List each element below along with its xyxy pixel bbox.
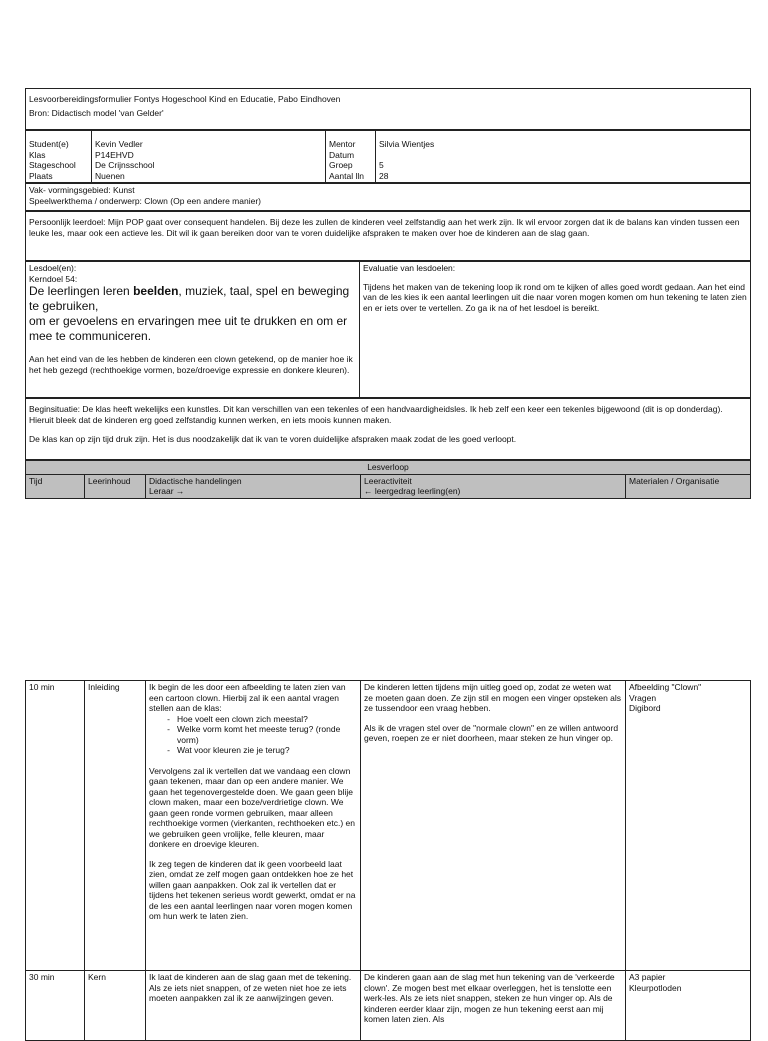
lesdoel-table <box>25 261 751 398</box>
evaluatie-label: Evaluatie van lesdoelen: <box>363 263 456 273</box>
kerndoel-label: Kerndoel 54: <box>29 273 78 284</box>
row-materialen: A3 papier Kleurpotloden <box>626 971 751 1041</box>
evaluatie-cell <box>360 262 751 398</box>
question-list <box>149 714 357 756</box>
info-values-right <box>376 131 751 183</box>
col-tijd: Tijd <box>26 474 85 498</box>
table-row <box>26 681 751 971</box>
col-materialen: Materialen / Organisatie <box>626 474 751 498</box>
row-inhoud: Inleiding <box>85 681 146 971</box>
form-source: Bron: Didactisch model 'van Gelder' <box>29 107 164 118</box>
lesverloop-table <box>25 680 751 1041</box>
groep-value: 5 <box>379 160 384 170</box>
header-table <box>25 88 751 130</box>
row-didactisch: Ik begin de les door een afbeelding te laten zien van een cartoon clown. Hierbij zal ik een aantal vragen stellen aan de klas: - Hoe voelt een clown zich meestal? - Welke vorm komt het meeste terug? (ronde vorm) - Wat voor kleuren zie je terug? Vervolgens zal ik vertellen dat we vandaag een clown gaan tekenen, maar dan op een andere manier. We gaan het tegenovergestelde doen. We gaan geen blije clown maken, maar een boze/verdrietige clown. We gaan geen ronde vormen gebruiken, maar alleen rechthoekige vormen (vierkanten, rechthoeken etc.) en we gebruiken geen vrolijke, felle kleuren, maar donkere en droevige kleuren. Ik zeg tegen de kinderen dat ik geen voorbeeld laat zien, omdat ze zelf mogen gaan ontdekken hoe ze het willen gaan aanpakken. Ook zal ik vertellen dat er tijdens het tekenen serieus wordt gewerkt, omdat er na de les een aantal leerlingen naar voren mogen komen om hun werk te laten zien. <box>146 681 361 971</box>
col-leeractiviteit: Leeractiviteit ← leergedrag leerling(en) <box>361 474 626 498</box>
lesverloop-header-table <box>25 460 751 499</box>
form-title: Lesvoorbereidingsformulier Fontys Hogeschool Kind en Educatie, Pabo Eindhoven <box>29 94 341 104</box>
col-leerinhoud: Leerinhoud <box>85 474 146 498</box>
lesdoel-label: Lesdoel(en): <box>29 263 77 273</box>
stageschool-value: De Crijnsschool <box>95 160 155 170</box>
student-name: Kevin Vedler <box>95 139 143 149</box>
row-inhoud: Kern <box>85 971 146 1041</box>
info-labels-right: Mentor Datum Groep Aantal lln <box>326 131 376 183</box>
plaats-value: Nuenen <box>95 170 125 181</box>
info-table <box>25 130 751 183</box>
vak-cell <box>26 184 751 211</box>
lesverloop-title: Lesverloop <box>26 461 751 475</box>
row-materialen: Afbeelding "Clown" Vragen Digibord <box>626 681 751 971</box>
klas-value: P14EHVD <box>95 149 134 160</box>
list-item: - Wat voor kleuren zie je terug? <box>177 745 357 756</box>
vak-table <box>25 183 751 211</box>
table-row <box>26 971 751 1041</box>
info-values-left <box>92 131 326 183</box>
list-item: - Hoe voelt een clown zich meestal? <box>177 714 357 725</box>
beginsituatie-p2: De klas kan op zijn tijd druk zijn. Het is dus noodzakelijk dat ik van te voren duidelijke afspraken maak zodat de les goed verloopt. <box>29 434 517 444</box>
list-item: - Welke vorm komt het meeste terug? (ronde vorm) <box>177 724 357 745</box>
info-labels-left: Student(e) Klas Stageschool Plaats <box>26 131 92 183</box>
form-page-1 <box>25 88 751 499</box>
lesdoel-text: Aan het eind van de les hebben de kinderen een clown getekend, op de manier hoe ik het heb gezegd (rechthoekige vormen, boze/droevige expressie en donkere kleuren). <box>29 354 353 375</box>
beginsituatie-cell <box>26 399 751 460</box>
leerdoel-table <box>25 211 751 261</box>
persoonlijk-leerdoel: Persoonlijk leerdoel: Mijn POP gaat over consequent handelen. Bij deze les zullen de kinderen veel zelfstandig aan het werk zijn. Ik wil ervoor zorgen dat ik de balans kan vinden tussen een leuke les, maar ook een actieve les. Dit wil ik gaan bereiken door van te voren duidelijke afspraken te maken over hoe de kinderen aan de slag gaan. <box>26 212 751 261</box>
row-leeractiviteit: De kinderen letten tijdens mijn uitleg goed op, zodat ze weten wat ze moeten gaan doen. Ze zijn stil en mogen een vinger opsteken als ze tussendoor een vraag hebben. Als ik de vragen stel over de "normale clown" en ze willen antwoord geven, roepen ze er niet doorheen, maar steken ze hun vinger op. <box>361 681 626 971</box>
mentor-value: Silvia Wientjes <box>379 139 435 149</box>
lesdoel-cell <box>26 262 360 398</box>
kerndoel-text: De leerlingen leren beelden, muziek, taal, spel en beweging te gebruiken, om er gevoelens en ervaringen mee uit te drukken en om er mee te communiceren. <box>29 284 350 343</box>
evaluatie-text: Tijdens het maken van de tekening loop ik rond om te kijken of alles goed wordt gedaan. Aan het eind van de les kies ik een aantal leerlingen uit die naar voren mogen komen om hun tekening te laten zien en er iets over te vertellen. Zo ga ik na of het lesdoel is bereikt. <box>363 281 747 313</box>
aantal-value: 28 <box>379 170 389 181</box>
form-header <box>26 89 751 130</box>
form-page-2 <box>25 680 751 1041</box>
row-tijd: 10 min <box>26 681 85 971</box>
row-didactisch: Ik laat de kinderen aan de slag gaan met de tekening. Als ze iets niet snappen, of ze weten niet hoe ze iets moeten aanpakken zal ik ze aanwijzingen geven. <box>146 971 361 1041</box>
datum-value <box>379 150 747 161</box>
row-leeractiviteit: De kinderen gaan aan de slag met hun tekening van de 'verkeerde clown'. Ze mogen best met elkaar overleggen, het is tenslotte een werk-les. Als ze iets niet snappen, steken ze hun vinger op. Als de kinderen eerder klaar zijn, mogen ze hun tekening eerst aan mij komen laten zien. Als <box>361 971 626 1041</box>
vak-line2: Speelwerkthema / onderwerp: Clown (Op een andere manier) <box>29 195 261 206</box>
col-didactisch: Didactische handelingen Leraar → <box>146 474 361 498</box>
row-tijd: 30 min <box>26 971 85 1041</box>
vak-line1: Vak- vormingsgebied: Kunst <box>29 185 135 195</box>
beginsituatie-table <box>25 398 751 460</box>
beginsituatie-p1: Beginsituatie: De klas heeft wekelijks een kunstles. Dit kan verschillen van een tekenles of een handvaardigheidsles. Ik heb zelf een keer een tekenles bijgewoond (dit is op donderdag). Hieruit bleek dat de kinderen erg goed zelfstandig kunnen werken, en iets moois kunnen maken. <box>29 404 723 425</box>
